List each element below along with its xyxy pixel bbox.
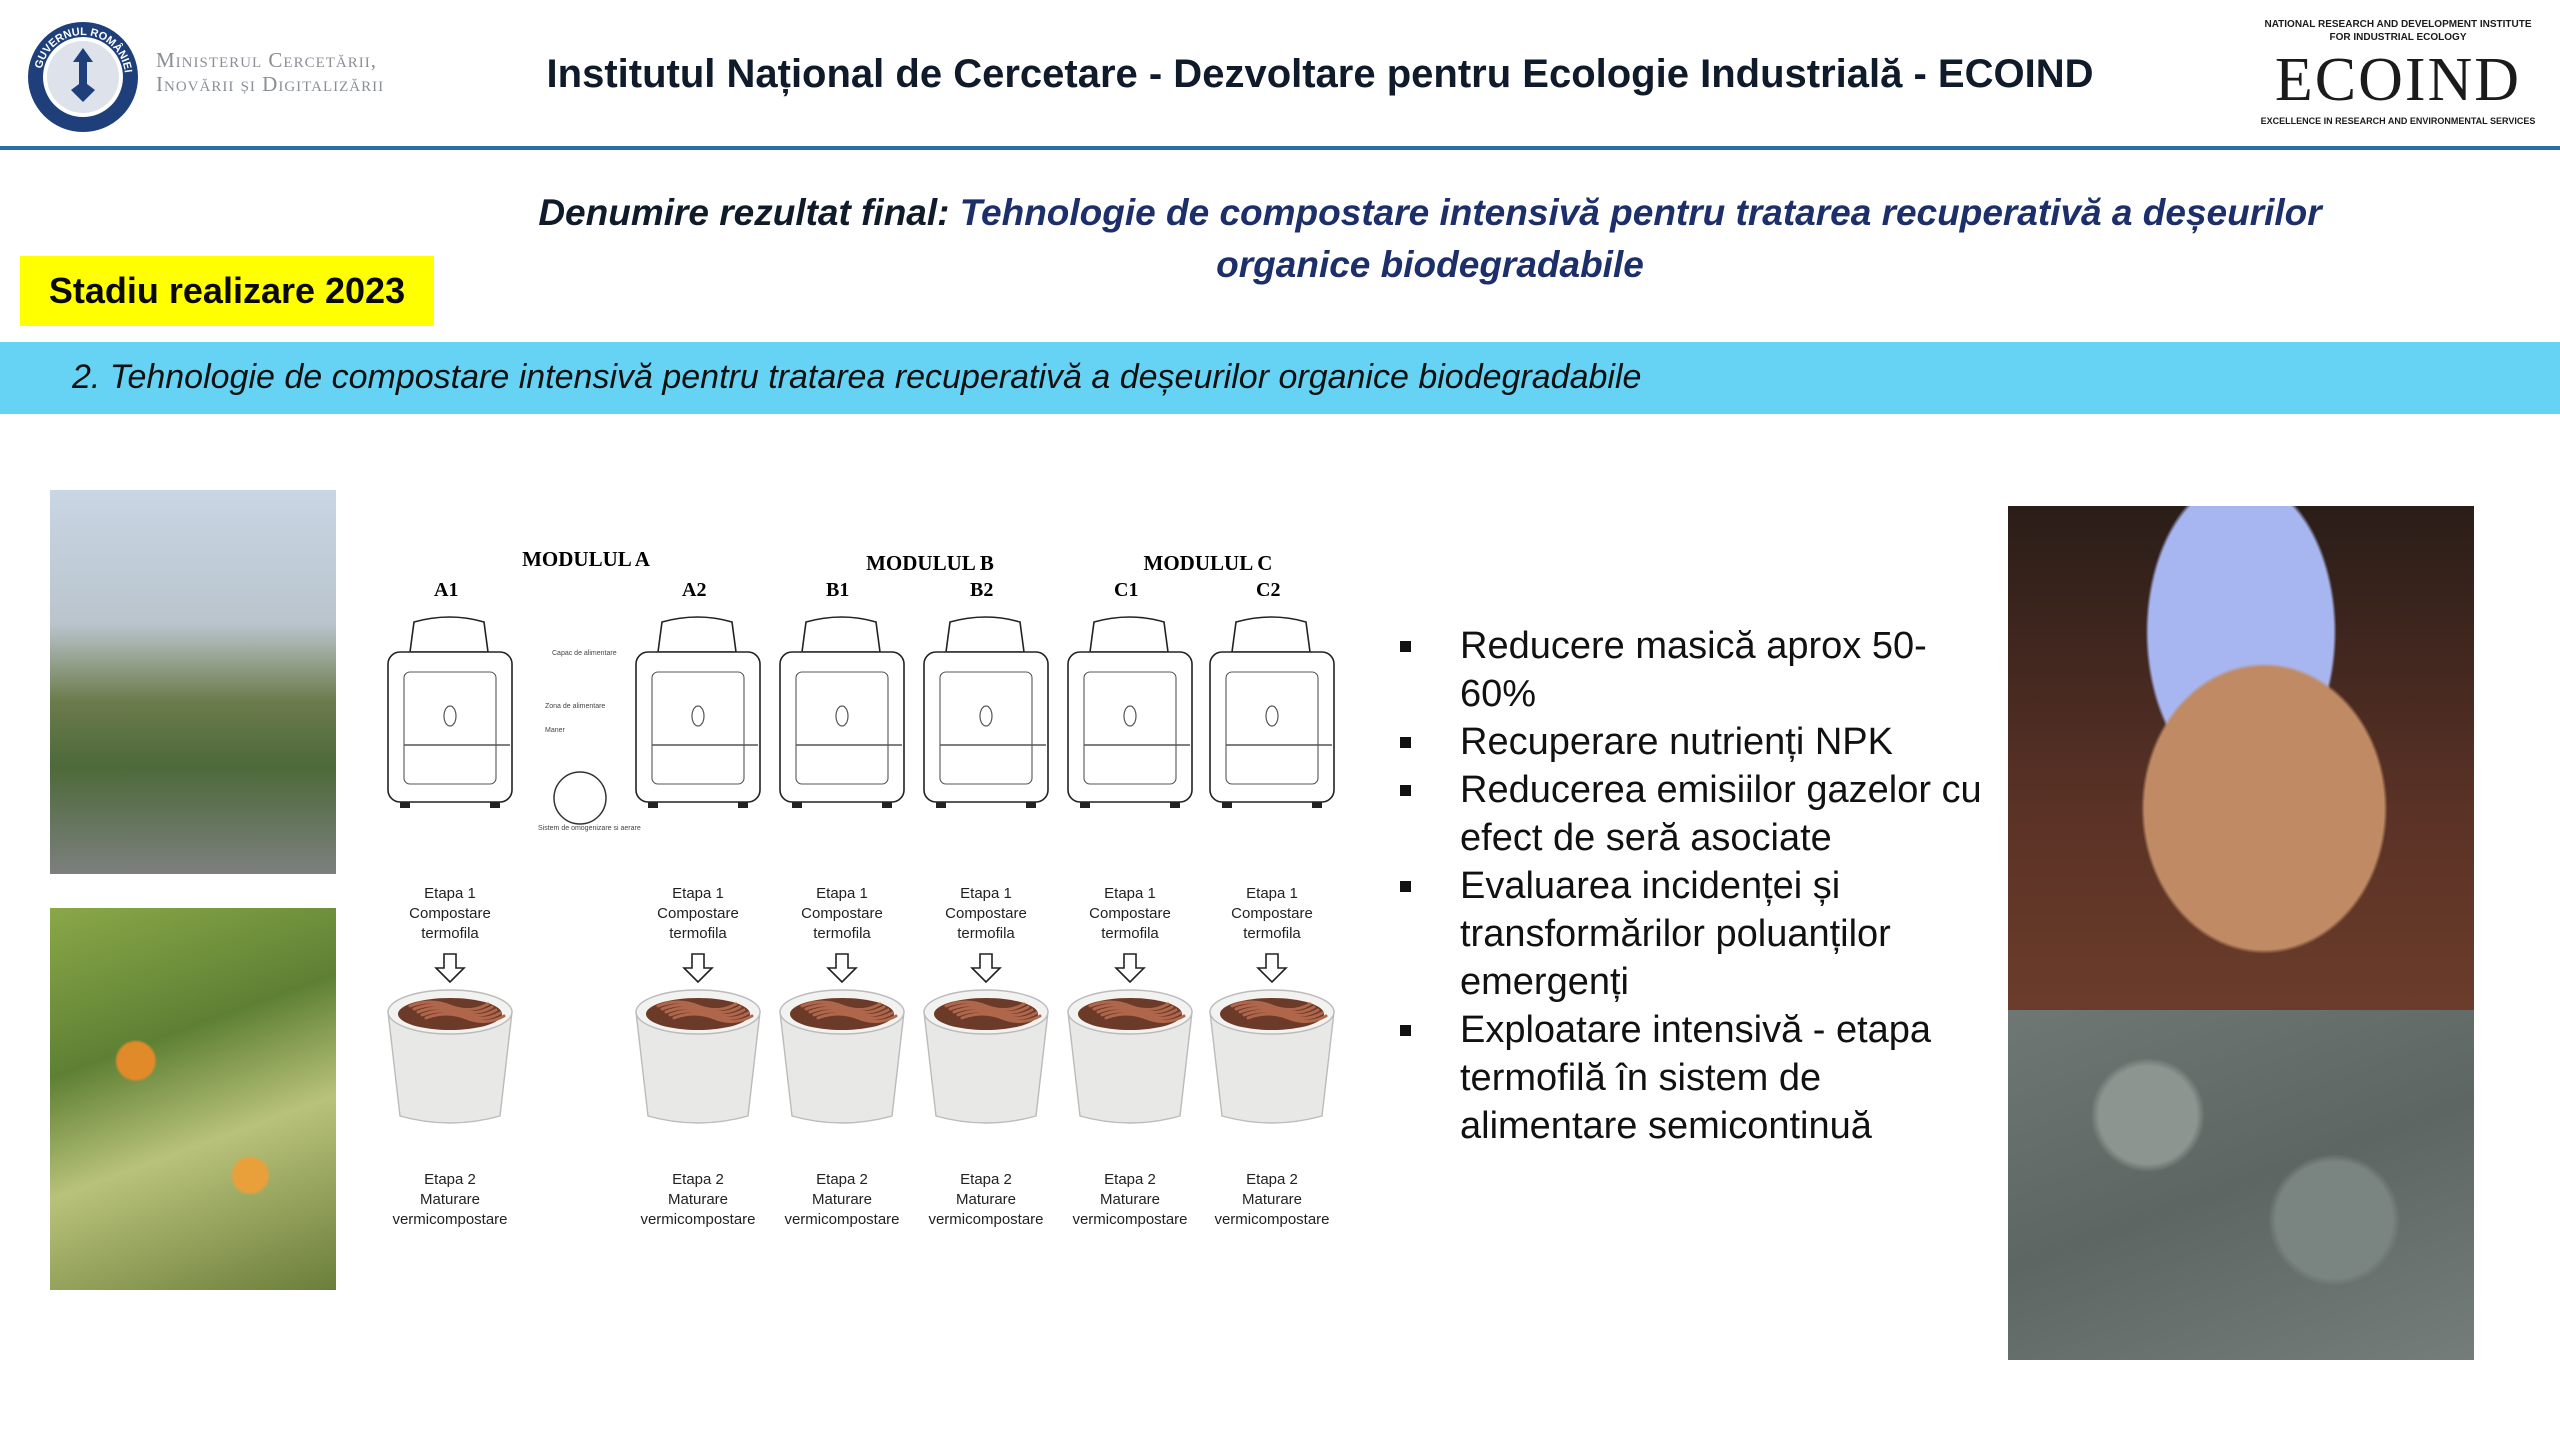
stage1-label: termofila bbox=[957, 925, 1015, 942]
callout-handle: Maner bbox=[545, 727, 565, 734]
stage1-label: termofila bbox=[1101, 925, 1159, 942]
callout-lid: Capac de alimentare bbox=[552, 650, 617, 657]
header-divider bbox=[0, 146, 2560, 150]
stage1-label: termofila bbox=[421, 925, 479, 942]
composter-lid bbox=[946, 617, 1024, 652]
down-arrow-icon bbox=[436, 954, 464, 982]
down-arrow-icon bbox=[828, 954, 856, 982]
stage1-label: Compostare bbox=[657, 905, 739, 922]
module-a-label: MODULUL A bbox=[522, 547, 650, 571]
stage1-label: Compostare bbox=[1089, 905, 1171, 922]
down-arrow-icon bbox=[1258, 954, 1286, 982]
stage1-label: termofila bbox=[669, 925, 727, 942]
composter-foot bbox=[936, 802, 946, 808]
unit-label: C1 bbox=[1114, 579, 1139, 601]
institute-title: Institutul Național de Cercetare - Dezvoltare pentru Ecologie Industrială - ECOIND bbox=[546, 52, 2094, 96]
stage2-label: Etapa 2 bbox=[816, 1171, 868, 1188]
result-title-line2: organice biodegradabile bbox=[1216, 244, 1644, 285]
ecoind-logo-tagline: EXCELLENCE IN RESEARCH AND ENVIRONMENTAL SERVICES bbox=[2260, 116, 2536, 126]
seal-text: GUVERNUL ROMÂNIEI bbox=[32, 25, 134, 74]
government-seal-logo bbox=[26, 20, 140, 134]
stage1-label: Etapa 1 bbox=[960, 885, 1012, 902]
stage2-label: Maturare bbox=[955, 1191, 1017, 1208]
composter-unit bbox=[924, 579, 1048, 1228]
composter-lid bbox=[802, 617, 880, 652]
module-b-label: MODULUL B bbox=[866, 551, 994, 575]
stage1-label: Etapa 1 bbox=[672, 885, 724, 902]
ecoind-logo bbox=[2258, 18, 2538, 126]
result-title bbox=[480, 187, 2380, 291]
stage2-label: Etapa 2 bbox=[960, 1171, 1012, 1188]
composter-lid bbox=[658, 617, 736, 652]
stage1-label: termofila bbox=[813, 925, 871, 942]
composter-foot bbox=[882, 802, 892, 808]
down-arrow-icon bbox=[684, 954, 712, 982]
stage1-label: Compostare bbox=[945, 905, 1027, 922]
composting-modules-diagram bbox=[380, 540, 1360, 1260]
stage1-label: Compostare bbox=[1231, 905, 1313, 922]
unit-label: B1 bbox=[826, 579, 850, 601]
composter-unit bbox=[1068, 579, 1192, 1228]
composter-unit bbox=[388, 579, 512, 1228]
stage2-label: Maturare bbox=[1099, 1191, 1161, 1208]
stage2-label: Maturare bbox=[811, 1191, 873, 1208]
stage1-label: Etapa 1 bbox=[816, 885, 868, 902]
ministry-name: Ministerul Cercetării, Inovării și Digitalizării bbox=[156, 48, 385, 96]
stage2-label: vermicompostare bbox=[392, 1211, 508, 1228]
ecoind-logo-top: NATIONAL RESEARCH AND DEVELOPMENT INSTITUTE FOR INDUSTRIAL ECOLOGY bbox=[2264, 19, 2532, 43]
bullet-pollutants: Evaluarea incidenței și transformărilor poluanților emergenți bbox=[1398, 862, 1998, 1006]
composter-unit bbox=[1210, 579, 1334, 1228]
composter-body bbox=[388, 652, 512, 802]
stage1-label: termofila bbox=[1243, 925, 1301, 942]
stage2-label: Etapa 2 bbox=[424, 1171, 476, 1188]
stage1-label: Compostare bbox=[801, 905, 883, 922]
stage-badge: Stadiu realizare 2023 bbox=[20, 256, 434, 326]
stage2-label: vermicompostare bbox=[1072, 1211, 1188, 1228]
section-title: 2. Tehnologie de compostare intensivă pentru tratarea recuperativă a deșeurilor organice biodegradabile bbox=[72, 358, 1642, 396]
ecoind-logo-word: ECOIND bbox=[2274, 46, 2522, 114]
composter-body bbox=[636, 652, 760, 802]
composter-foot bbox=[400, 802, 410, 808]
stage2-label: vermicompostare bbox=[1214, 1211, 1330, 1228]
composter-foot bbox=[490, 802, 500, 808]
stage2-label: Etapa 2 bbox=[1104, 1171, 1156, 1188]
composter-foot bbox=[1222, 802, 1232, 808]
composter-body bbox=[924, 652, 1048, 802]
stage1-label: Compostare bbox=[409, 905, 491, 922]
composter-foot bbox=[792, 802, 802, 808]
stage2-label: Maturare bbox=[419, 1191, 481, 1208]
composter-unit bbox=[780, 579, 904, 1228]
stage2-label: Maturare bbox=[1241, 1191, 1303, 1208]
stage2-label: Etapa 2 bbox=[672, 1171, 724, 1188]
composter-unit bbox=[636, 579, 760, 1228]
composter-body bbox=[1068, 652, 1192, 802]
composter-foot bbox=[648, 802, 658, 808]
unit-label: A1 bbox=[434, 579, 459, 601]
result-title-line1: Tehnologie de compostare intensivă pentru tratarea recuperativă a deșeurilor bbox=[959, 192, 2322, 233]
organic-waste-pile-photo bbox=[50, 908, 336, 1290]
down-arrow-icon bbox=[1116, 954, 1144, 982]
composter-foot bbox=[1026, 802, 1036, 808]
composter-foot bbox=[1170, 802, 1180, 808]
composter-lid bbox=[410, 617, 488, 652]
compost-in-hand-photo bbox=[2008, 506, 2474, 1010]
unit-label: C2 bbox=[1256, 579, 1281, 601]
mixing-detail-circle bbox=[554, 772, 606, 824]
composter-lid bbox=[1232, 617, 1310, 652]
benefits-list bbox=[1398, 622, 1998, 1150]
waste-truck-photo bbox=[50, 490, 336, 874]
callout-feed-zone: Zona de alimentare bbox=[545, 703, 606, 710]
stage1-label: Etapa 1 bbox=[1246, 885, 1298, 902]
down-arrow-icon bbox=[972, 954, 1000, 982]
composter-body bbox=[780, 652, 904, 802]
grey-compost-photo bbox=[2008, 1010, 2474, 1360]
composter-foot bbox=[1312, 802, 1322, 808]
bullet-intensive-operation: Exploatare intensivă - etapa termofilă în sistem de alimentare semicontinuă bbox=[1398, 1006, 1998, 1150]
stage2-label: vermicompostare bbox=[784, 1211, 900, 1228]
composter-lid bbox=[1090, 617, 1168, 652]
composter-units bbox=[388, 579, 1334, 1228]
stage2-label: vermicompostare bbox=[928, 1211, 1044, 1228]
composter-foot bbox=[738, 802, 748, 808]
module-c-label: MODULUL C bbox=[1143, 551, 1273, 575]
bullet-mass-reduction: Reducere masică aprox 50-60% bbox=[1398, 622, 1998, 718]
stage1-label: Etapa 1 bbox=[1104, 885, 1156, 902]
result-label: Denumire rezultat final: bbox=[538, 192, 950, 233]
bullet-ghg-reduction: Reducerea emisiilor gazelor cu efect de seră asociate bbox=[1398, 766, 1998, 862]
unit-label: A2 bbox=[682, 579, 707, 601]
callout-mixing-system: Sistem de omogenizare si aerare bbox=[538, 825, 641, 832]
bullet-npk-recovery: Recuperare nutrienți NPK bbox=[1398, 718, 1998, 766]
composter-body bbox=[1210, 652, 1334, 802]
stage2-label: Etapa 2 bbox=[1246, 1171, 1298, 1188]
stage2-label: vermicompostare bbox=[640, 1211, 756, 1228]
composter-foot bbox=[1080, 802, 1090, 808]
unit-label: B2 bbox=[970, 579, 994, 601]
stage2-label: Maturare bbox=[667, 1191, 729, 1208]
stage1-label: Etapa 1 bbox=[424, 885, 476, 902]
